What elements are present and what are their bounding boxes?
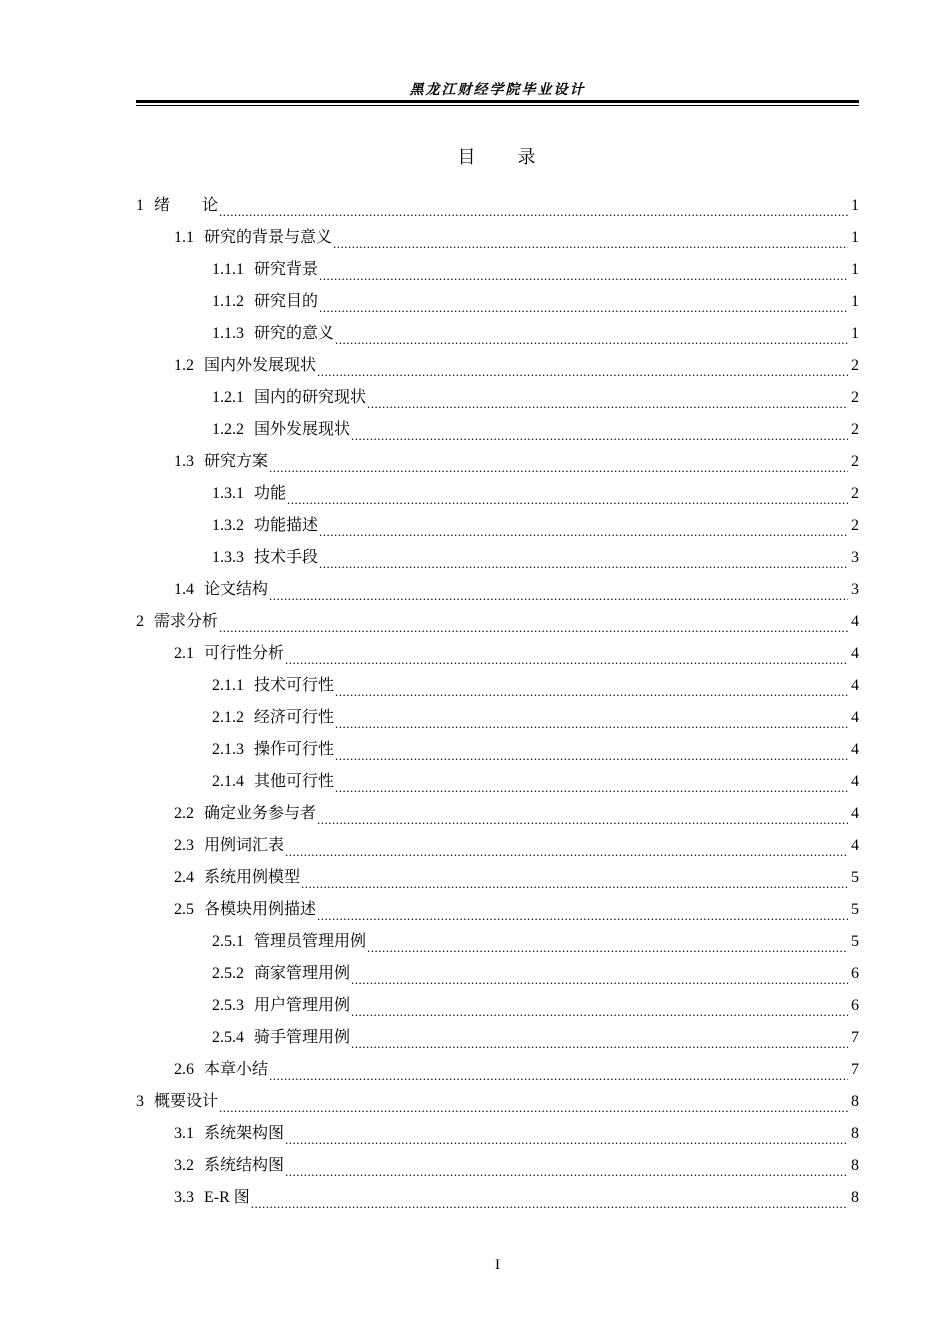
toc-entry[interactable]: [136, 606, 859, 638]
toc-entry-number: 1.2: [174, 357, 194, 374]
toc-entry-title: 绪 论: [154, 197, 219, 214]
toc-entry-page: 1: [851, 229, 859, 246]
toc-entry[interactable]: [136, 990, 859, 1022]
toc-entry-page: 4: [851, 645, 859, 662]
toc-leader-dots: [333, 222, 848, 254]
toc-entry-number: 2.2: [174, 805, 194, 822]
toc-leader-dots: [351, 414, 848, 446]
toc-entry[interactable]: [136, 926, 859, 958]
toc-leader-dots: [335, 318, 848, 350]
toc-entry-title: 骑手管理用例: [254, 1029, 351, 1046]
toc-leader-dots: [219, 190, 848, 222]
toc-leader-dots: [301, 862, 848, 894]
toc-entry[interactable]: [136, 254, 859, 286]
toc-entry[interactable]: [136, 958, 859, 990]
toc-entry-number: 2.3: [174, 837, 194, 854]
toc-entry[interactable]: [136, 318, 859, 350]
toc-entry-title: 研究的背景与意义: [204, 229, 333, 246]
toc-entry-number: 2.1: [174, 645, 194, 662]
toc-entry-page: 8: [851, 1093, 859, 1110]
toc-entry-number: 2: [136, 613, 144, 630]
toc-leader-dots: [285, 1118, 848, 1150]
toc-entry-title: 功能: [254, 485, 287, 502]
toc-entry-page: 5: [851, 869, 859, 886]
toc-entry-number: 2.6: [174, 1061, 194, 1078]
toc-entry-number: 2.1.1: [212, 677, 244, 694]
toc-entry-number: 3.2: [174, 1157, 194, 1174]
toc-leader-dots: [351, 990, 848, 1022]
toc-entry-page: 4: [851, 613, 859, 630]
toc-entry-page: 4: [851, 677, 859, 694]
toc-entry-title: E-R 图: [204, 1189, 250, 1206]
toc-entry[interactable]: [136, 1182, 859, 1214]
toc-entry-number: 3.3: [174, 1189, 194, 1206]
toc-leader-dots: [351, 958, 848, 990]
toc-entry[interactable]: [136, 574, 859, 606]
toc-leader-dots: [319, 254, 848, 286]
toc-entry-number: 2.5.1: [212, 933, 244, 950]
toc-leader-dots: [285, 830, 848, 862]
toc-entry[interactable]: [136, 830, 859, 862]
toc-leader-dots: [219, 606, 848, 638]
toc-leader-dots: [319, 542, 848, 574]
toc-entry[interactable]: [136, 1118, 859, 1150]
toc-entry-page: 8: [851, 1157, 859, 1174]
toc-entry-title: 可行性分析: [204, 645, 285, 662]
toc-entry-page: 2: [851, 517, 859, 534]
toc-entry-title: 技术手段: [254, 549, 319, 566]
toc-entry-number: 2.1.4: [212, 773, 244, 790]
toc-entry[interactable]: [136, 1086, 859, 1118]
header-rule-thick: [136, 100, 859, 103]
toc-entry-title: 功能描述: [254, 517, 319, 534]
toc-entry-number: 1.3.1: [212, 485, 244, 502]
toc-entry-title: 商家管理用例: [254, 965, 351, 982]
toc-entry[interactable]: [136, 862, 859, 894]
toc-entry-title: 概要设计: [154, 1093, 219, 1110]
toc-entry-title: 研究的意义: [254, 325, 335, 342]
toc-entry-title: 研究目的: [254, 293, 319, 310]
toc-entry[interactable]: [136, 766, 859, 798]
toc-leader-dots: [251, 1182, 848, 1214]
toc-leader-dots: [219, 1086, 848, 1118]
toc-entry[interactable]: [136, 1022, 859, 1054]
toc-entry-page: 8: [851, 1189, 859, 1206]
toc-entry-title: 经济可行性: [254, 709, 335, 726]
toc-entry-number: 2.1.3: [212, 741, 244, 758]
toc-leader-dots: [269, 1054, 848, 1086]
toc-entry-page: 3: [851, 549, 859, 566]
toc-entry-number: 1.3.3: [212, 549, 244, 566]
toc-entry-page: 2: [851, 485, 859, 502]
toc-entry-number: 2.1.2: [212, 709, 244, 726]
toc-entry-page: 4: [851, 773, 859, 790]
toc-entry[interactable]: [136, 478, 859, 510]
toc-entry[interactable]: [136, 1150, 859, 1182]
toc-entry-page: 4: [851, 741, 859, 758]
header-rule-thin: [136, 105, 859, 106]
toc-entry-title: 操作可行性: [254, 741, 335, 758]
toc-entry-number: 1.4: [174, 581, 194, 598]
toc-entry-page: 7: [851, 1061, 859, 1078]
toc-entry-page: 1: [851, 197, 859, 214]
toc-entry-title: 研究方案: [204, 453, 269, 470]
toc-entry-page: 2: [851, 421, 859, 438]
toc-entry[interactable]: [136, 190, 859, 222]
toc-leader-dots: [335, 702, 848, 734]
toc-leader-dots: [317, 894, 848, 926]
toc-entry[interactable]: [136, 638, 859, 670]
toc-entry-title: 国外发展现状: [254, 421, 351, 438]
toc-leader-dots: [269, 574, 848, 606]
toc-entry-number: 1: [136, 197, 144, 214]
toc-leader-dots: [285, 638, 848, 670]
toc-entry-title: 用例词汇表: [204, 837, 285, 854]
toc-entry-title: 国内外发展现状: [204, 357, 317, 374]
toc-entry[interactable]: [136, 798, 859, 830]
toc-entry[interactable]: [136, 542, 859, 574]
toc-entry-title: 用户管理用例: [254, 997, 351, 1014]
toc-leader-dots: [287, 478, 848, 510]
toc-entry-page: 1: [851, 261, 859, 278]
toc-entry[interactable]: [136, 1054, 859, 1086]
toc-entry[interactable]: [136, 702, 859, 734]
toc-entry-title: 本章小结: [204, 1061, 269, 1078]
toc-entry-page: 4: [851, 837, 859, 854]
toc-entry-title: 技术可行性: [254, 677, 335, 694]
toc-entry-number: 1.1.2: [212, 293, 244, 310]
toc-entry-title: 管理员管理用例: [254, 933, 367, 950]
toc-entry[interactable]: [136, 446, 859, 478]
toc-entry-number: 2.5.4: [212, 1029, 244, 1046]
toc-title: 目 录: [457, 147, 538, 167]
toc-leader-dots: [367, 926, 848, 958]
page-header: 黑龙江财经学院毕业设计: [409, 83, 586, 98]
toc-entry[interactable]: [136, 894, 859, 926]
toc-entry-number: 1.3: [174, 453, 194, 470]
toc-entry-number: 2.5: [174, 901, 194, 918]
toc-entry[interactable]: [136, 350, 859, 382]
toc-leader-dots: [335, 734, 848, 766]
toc-leader-dots: [317, 350, 848, 382]
toc-entry-page: 1: [851, 325, 859, 342]
toc-entry-number: 3: [136, 1093, 144, 1110]
toc-entry-title: 确定业务参与者: [204, 805, 317, 822]
toc-leader-dots: [269, 446, 848, 478]
toc-entry-page: 6: [851, 997, 859, 1014]
toc-entry-title: 研究背景: [254, 261, 319, 278]
toc-entry[interactable]: [136, 734, 859, 766]
toc-entry[interactable]: [136, 510, 859, 542]
toc-entry-title: 系统架构图: [204, 1125, 285, 1142]
toc-entry-page: 4: [851, 805, 859, 822]
toc-leader-dots: [367, 382, 848, 414]
toc-entry-page: 6: [851, 965, 859, 982]
toc-entry-title: 系统结构图: [204, 1157, 285, 1174]
toc-entry-page: 2: [851, 389, 859, 406]
toc-entry-page: 1: [851, 293, 859, 310]
toc-entry[interactable]: [136, 414, 859, 446]
toc-entry-title: 论文结构: [204, 581, 269, 598]
toc-entry[interactable]: [136, 382, 859, 414]
toc-entry-number: 1.2.1: [212, 389, 244, 406]
toc-leader-dots: [319, 510, 848, 542]
toc-entry-number: 2.4: [174, 869, 194, 886]
toc-entry-number: 1.1: [174, 229, 194, 246]
toc-leader-dots: [335, 670, 848, 702]
toc-entry-page: 5: [851, 933, 859, 950]
page-number: I: [495, 1257, 500, 1273]
toc-entry-number: 2.5.3: [212, 997, 244, 1014]
toc-entry-title: 系统用例模型: [204, 869, 301, 886]
toc-leader-dots: [319, 286, 848, 318]
toc-leader-dots: [335, 766, 848, 798]
toc-entry-page: 3: [851, 581, 859, 598]
toc-entry-page: 2: [851, 453, 859, 470]
toc-entry-number: 1.1.1: [212, 261, 244, 278]
toc-entry-title: 国内的研究现状: [254, 389, 367, 406]
toc-entry-page: 5: [851, 901, 859, 918]
toc-leader-dots: [351, 1022, 848, 1054]
toc-entry[interactable]: [136, 222, 859, 254]
toc-leader-dots: [317, 798, 848, 830]
toc-entry-title: 各模块用例描述: [204, 901, 317, 918]
toc-entry-page: 7: [851, 1029, 859, 1046]
toc-entry[interactable]: [136, 286, 859, 318]
toc-entry-page: 2: [851, 357, 859, 374]
toc-entry-title: 其他可行性: [254, 773, 335, 790]
toc-leader-dots: [285, 1150, 848, 1182]
toc-entry-page: 8: [851, 1125, 859, 1142]
toc-entry-number: 2.5.2: [212, 965, 244, 982]
toc-entry-number: 3.1: [174, 1125, 194, 1142]
toc-entry-number: 1.3.2: [212, 517, 244, 534]
toc-entry-page: 4: [851, 709, 859, 726]
toc-entry-number: 1.1.3: [212, 325, 244, 342]
table-of-contents: [136, 190, 859, 1214]
toc-entry[interactable]: [136, 670, 859, 702]
toc-entry-number: 1.2.2: [212, 421, 244, 438]
toc-entry-title: 需求分析: [154, 613, 219, 630]
